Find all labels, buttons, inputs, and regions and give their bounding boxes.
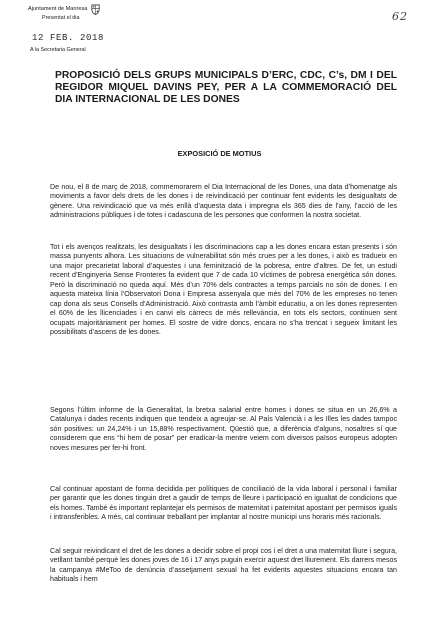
body-paragraph: Segons l’últim informe de la Generalitat, la bretxa salarial entre homes i dones se situa en un 26,6% a Catalunya i dades recents indiquen que tendeix a agreujar-se. Al País Valencià i a les Illes les dades tampoc són positives: un 24,24% i un 15,88% respectivament. Qüestió que, a diferència d’alguns, nosaltres sí que considerem que ens “hi hem de posar” per eradicar-la mentre veiem com diversos països europeus adopten noves mesures per fer-hi front. [50, 406, 397, 452]
stamp-subtitle: Presentat el dia [42, 15, 80, 21]
registry-stamp [28, 4, 138, 54]
body-paragraph: Tot i els avenços realitzats, les desigualtats i les discriminacions cap a les dones encara estan presents i són massa punyents alhora. Les situacions de vulnerabilitat són més crues per a les dones, i això es tradueix en una major precarietat laboral d’aquestes i una feminització de la pobresa, entre d’altres. De fet, un estudi recent d’Enginyeria Sense Fronteres fa evident que 7 de cada 10 víctimes de pobresa energètica són dones. Però la discriminació no queda aquí. Més d’un 70% dels contractes a temps parcials no són de dones. I en aquesta mateixa línia l’Observatori Dona i Empresa assenyala que més del 70% de les empreses no tenen cap dona als seus Consells d’Administració. Això contrasta amb l’àmbit educatiu, a on les dones representen el 60% de les llicenciades i en canvi els càrrecs de més rellevància, en tots els sectors, continuen sent ocupats majoritàriament per homes. El sostre de vidre doncs, encara no s’ha trencat i segueix limitant les possibilitats d’ascens de les dones. [50, 243, 397, 337]
stamp-date: 12 FEB. 2018 [32, 33, 105, 43]
body-paragraph: Cal seguir reivindicant el dret de les dones a decidir sobre el propi cos i el dret a una maternitat lliure i segura, vetllant també perquè les dones joves de 16 i 17 anys puguin exercir aquest dret lliurement. Els darrers mesos la campanya #MeToo de denúncia d’assetjament sexual ha fet evidents aquestes situacions encara tan habituals i hem [50, 547, 397, 584]
stamp-department: A la Secretaria General [30, 47, 86, 53]
stamp-organization: Ajuntament de Manresa [28, 6, 88, 12]
city-shield-icon [90, 4, 101, 15]
body-paragraph: Cal continuar apostant de forma decidida per polítiques de conciliació de la vida laboral i personal i familiar per garantir que les dones tinguin dret a gaudir de temps de lleure i participació en igualtat de condicions que els homes. També és important replantejar els permisos de maternitat i paternitat apostant per permisos iguals i intransferibles. A més, cal continuar treballant per implantar al nostre municipi uns horaris més racionals. [50, 485, 397, 522]
document-title: PROPOSICIÓ DELS GRUPS MUNICIPALS D’ERC, CDC, C’s, DM I DEL REGIDOR MIQUEL DAVINS PEY, PER A LA COMMEMORACIÓ DEL DIA INTERNACIONAL DE LES DONES [55, 70, 397, 106]
body-paragraph: De nou, el 8 de març de 2018, commemorarem el Dia Internacional de les Dones, una data d’homenatge als moviments a favor dels drets de les dones i de reivindicació per continuar fent evidents les desigualtats de gènere. Una reivindicació que va més enllà d’aquesta data i impregna els 365 dies de l’any, l’acció de les administracions públiques i de totes i cadascuna de les persones que conformen la nostra societat. [50, 183, 397, 220]
handwritten-mark: 62 [392, 10, 408, 23]
section-heading: EXPOSICIÓ DE MOTIUS [177, 149, 262, 158]
